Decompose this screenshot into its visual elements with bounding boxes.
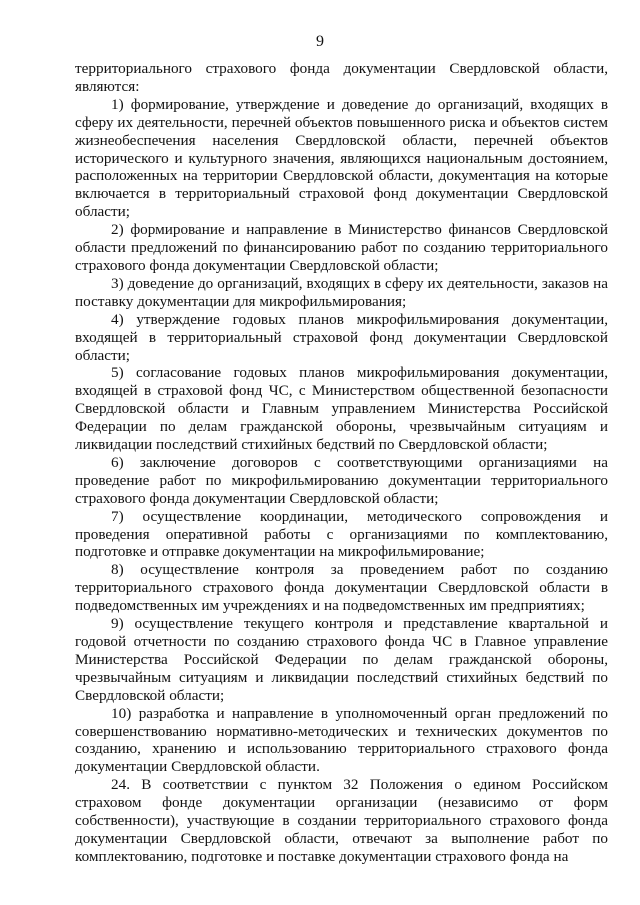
list-item-9: 9) осуществление текущего контроля и представление квартальной и годовой отчетности по созданию страхового фонда ЧС в Главное управление Министерства Российской Федерации по делам гражданской обороны, чрезвычайным ситуациям и ликвидации последствий стихийных бедствий по Свердловской области; (75, 615, 608, 704)
list-item-1: 1) формирование, утверждение и доведение до организаций, входящих в сферу их деятельности, перечней объектов повышенного риска и объектов систем жизнеобеспечения населения Свердловской области, перечней объектов исторического и культурного значения, являющихся национальным достоянием, расположенных на территории Свердловской области, документация на которые включается в территориальный страховой фонд документации Свердловской области; (75, 95, 608, 221)
list-item-7: 7) осуществление координации, методического сопровождения и проведения оперативной работы с организациями по комплектованию, подготовке и отправке документации на микрофильмирование; (75, 507, 608, 561)
list-item-3: 3) доведение до организаций, входящих в сферу их деятельности, заказов на поставку документации для микрофильмирования; (75, 274, 608, 310)
list-item-2: 2) формирование и направление в Министерство финансов Свердловской области предложений по финансированию работ по созданию территориального страхового фонда документации Свердловской области; (75, 221, 608, 274)
list-item-5: 5) согласование годовых планов микрофильмирования документации, входящей в страховой фонд ЧС, с Министерством общественной безопасности Свердловской области и Главным управлением Министерства Российской Федерации по делам гражданской обороны, чрезвычайным ситуациям и ликвидации последствий стихийных бедствий по Свердловской области; (75, 364, 608, 454)
list-item-6: 6) заключение договоров с соответствующими организациями на проведение работ по микрофильмированию документации территориального страхового фонда документации Свердловской области; (75, 453, 608, 507)
section-24-paragraph: 24. В соответствии с пунктом 32 Положения о едином Российском страховом фонде документации организации (независимо от форм собственности), участвующие в создании территориального страхового фонда документации Свердловской области, отвечают за выполнение работ по комплектованию, подготовке и поставке документации страхового фонда на (75, 776, 608, 865)
paragraph-continuation: территориального страхового фонда документации Свердловской области, являются: (75, 60, 608, 95)
list-item-8: 8) осуществление контроля за проведением работ по созданию территориального страхового фонда документации Свердловской области в подведомственных им учреждениях и на подведомственных им предприятиях; (75, 561, 608, 615)
list-item-10: 10) разработка и направление в уполномоченный орган предложений по совершенствованию нормативно-методических и технических документов по созданию, хранению и использованию территориального страхового фонда документации Свердловской области. (75, 704, 608, 776)
document-body (75, 60, 608, 866)
list-item-4: 4) утверждение годовых планов микрофильмирования документации, входящей в территориальный страховой фонд документации Свердловской области; (75, 310, 608, 364)
page-number: 9 (316, 33, 324, 50)
